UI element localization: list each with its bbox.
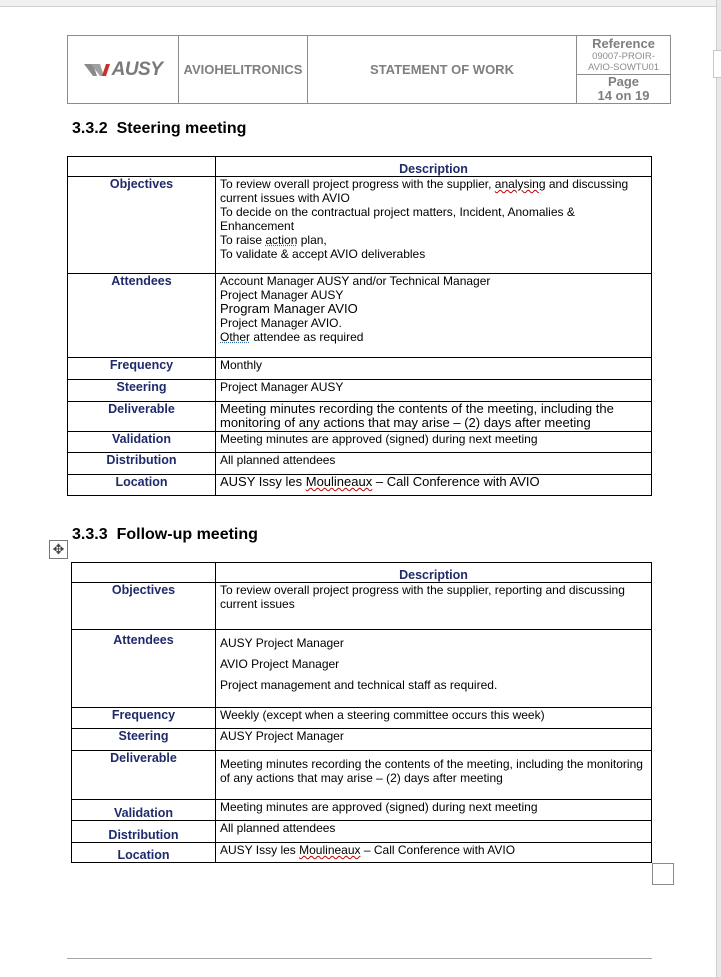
company-name: AVIOHELITRONICS [179,36,308,104]
location-prefix: AUSY Issy les [220,474,306,489]
attendee-line: AUSY Project Manager [220,636,344,650]
frequency-label: Frequency [72,708,216,729]
section-title: Follow-up meeting [116,526,258,543]
section-number: 3.3.2 [72,120,108,137]
validation-label: Validation [68,432,216,453]
header-blank-cell [68,157,216,177]
table-row [72,800,652,821]
table-row [68,432,652,453]
objective-line: To review overall project progress with the supplier, analysing and discussing [220,177,629,191]
table-row [72,843,652,863]
location-label: Location [68,475,216,496]
reference-code-line1: 09007-PROIR- [592,51,655,62]
table-resize-handle[interactable] [652,863,674,885]
objectives-label: Objectives [68,177,216,274]
deliverable-value [216,751,652,800]
steering-label: Steering [68,380,216,402]
objectives-value [216,177,652,274]
deliverable-label: Deliverable [72,751,216,800]
attendee-line: Account Manager AUSY and/or Technical Manager [220,274,491,288]
follow-up-meeting-table [71,562,652,863]
ausy-logo [68,59,178,81]
reference-cell [577,36,671,75]
logo-text: AUSY [111,58,163,80]
distribution-label: Distribution [68,453,216,475]
footer-divider [67,958,652,959]
steering-label: Steering [72,729,216,751]
location-suffix: – Call Conference with AVIO [360,843,516,857]
spellcheck-word: Moulineaux [305,474,373,489]
window-top-edge [0,0,721,7]
steering-value: AUSY Project Manager [216,729,652,751]
table-row [72,708,652,729]
objective-line: Enhancement [220,219,295,233]
distribution-value: All planned attendees [216,453,652,475]
objective-line: To decide on the contractual project matters, Incident, Anomalies & [220,205,575,219]
grammar-word: action [265,233,298,247]
table-row [72,751,652,800]
deliverable-value [216,402,652,432]
scrollbar[interactable] [716,0,721,977]
deliverable-line: Meeting minutes recording the contents of the meeting, including the [220,401,614,416]
location-prefix: AUSY Issy les [220,843,300,857]
distribution-value: All planned attendees [216,821,652,843]
table-row [68,358,652,380]
attendees-label: Attendees [72,630,216,708]
page-number: 14 on 19 [597,88,650,103]
attendee-line: Project Manager AUSY [220,288,344,302]
page-label: Page [607,74,640,89]
attendees-value [216,274,652,358]
spellcheck-word: Moulineaux [299,843,361,857]
validation-value: Meeting minutes are approved (signed) during next meeting [216,432,652,453]
table-row [68,380,652,402]
frequency-value: Monthly [216,358,652,380]
document-header [67,35,671,104]
attendee-line: AVIO Project Manager [220,657,340,671]
attendee-line: Project management and technical staff as required. [220,678,498,692]
location-value [216,843,652,863]
ausy-logo-icon [84,62,110,78]
description-header: Description [216,157,652,177]
section-number: 3.3.3 [72,526,108,543]
attendee-line: Other attendee as required [220,330,364,344]
table-row [72,630,652,708]
description-header: Description [216,563,652,583]
attendee-line: Project Manager AVIO. [220,316,342,330]
distribution-label: Distribution [72,821,216,843]
section-heading-follow-up [72,526,258,544]
frequency-value: Weekly (except when a steering committee occurs this week) [216,708,652,729]
location-value [216,475,652,496]
deliverable-line: Meeting minutes recording the contents of the meeting, including the monitoring [220,757,643,771]
steering-meeting-table [67,156,652,496]
objectives-value [216,583,652,630]
objectives-label: Objectives [72,583,216,630]
table-row [72,821,652,843]
objective-line: To raise action plan, [220,233,327,247]
logo-cell [68,36,179,104]
table-row [72,583,652,630]
page-cell [577,75,671,104]
spellcheck-word: analysing [494,177,546,191]
table-row [68,475,652,496]
validation-value: Meeting minutes are approved (signed) during next meeting [216,800,652,821]
scrollbar-thumb[interactable] [713,50,721,78]
header-blank-cell [72,563,216,583]
table-row [68,274,652,358]
validation-label: Validation [72,800,216,821]
deliverable-label: Deliverable [68,402,216,432]
table-row [72,729,652,751]
deliverable-line: monitoring of any actions that may arise – (2) days after meeting [220,415,591,430]
objective-line: To review overall project progress with the supplier, reporting and discussing [220,583,625,597]
objective-line: To validate & accept AVIO deliverables [220,247,426,261]
section-heading-steering [72,120,246,138]
objective-line: current issues with AVIO [220,191,350,205]
document-type: STATEMENT OF WORK [308,36,577,104]
section-title: Steering meeting [116,120,247,137]
footer-text [0,970,721,977]
location-label: Location [72,843,216,863]
frequency-label: Frequency [68,358,216,380]
move-handle-icon[interactable]: ✥ [49,540,68,559]
table-row [68,402,652,432]
table-row [68,177,652,274]
objective-line: current issues [220,597,295,611]
reference-label: Reference [592,36,655,51]
table-row [68,453,652,475]
steering-value: Project Manager AUSY [216,380,652,402]
grammar-word: Other [220,330,251,344]
deliverable-line: of any actions that may arise – (2) days after meeting [220,771,503,785]
reference-code-line2: AVIO-SOWTU01 [587,62,660,73]
attendees-label: Attendees [68,274,216,358]
attendee-line: Program Manager AVIO [220,301,358,316]
location-suffix: – Call Conference with AVIO [372,474,540,489]
attendees-value [216,630,652,708]
